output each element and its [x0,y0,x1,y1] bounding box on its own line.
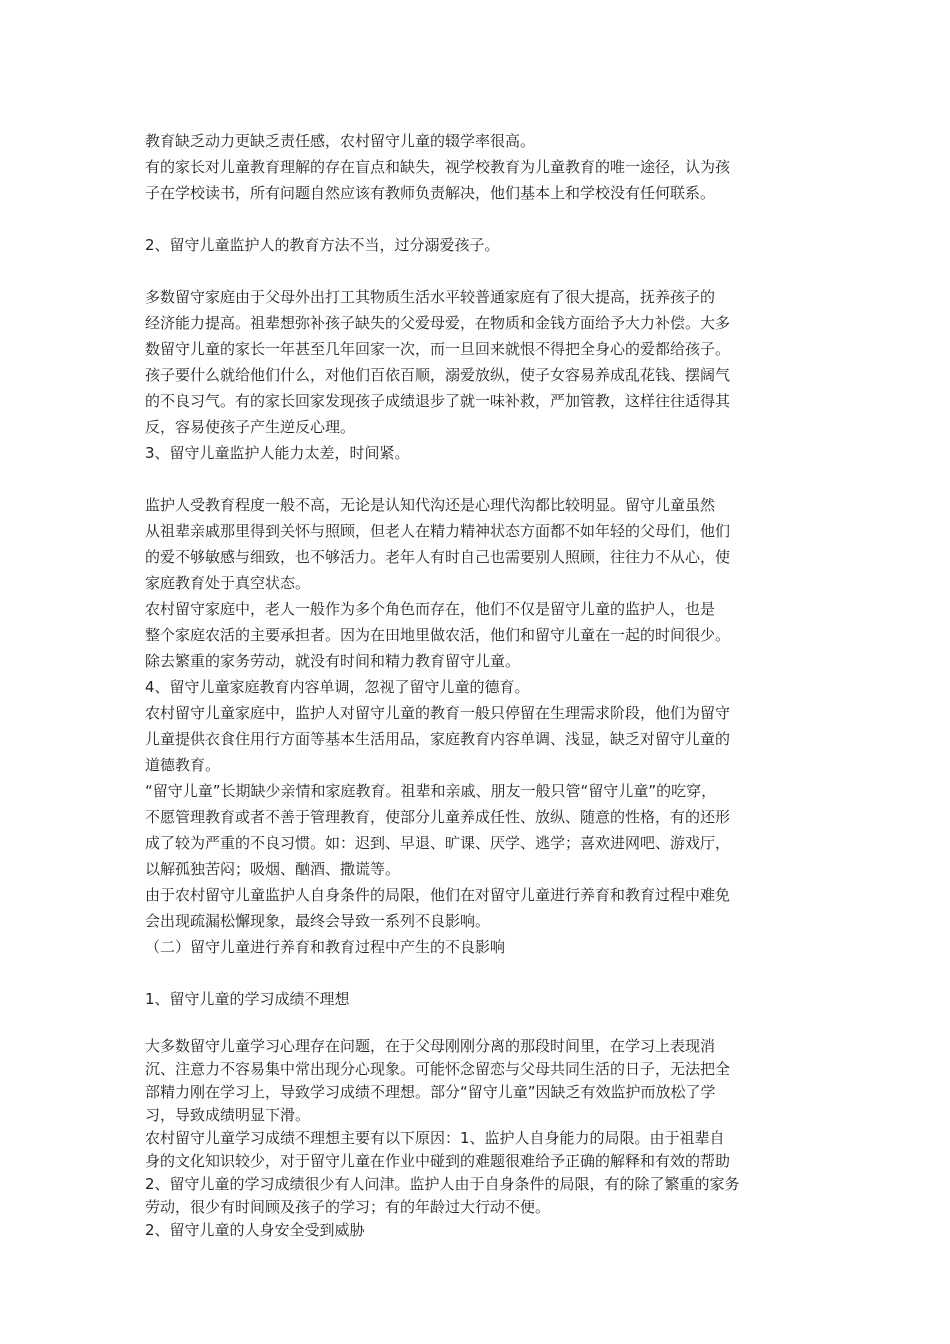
text-line: 儿童提供衣食住用行方面等基本生活用品，家庭教育内容单调、浅显，缺乏对留守儿童的 [145,730,731,748]
text-line: 道德教育。 [145,756,221,774]
text-line: 会出现疏漏松懈现象，最终会导致一系列不良影响。 [145,912,491,930]
paragraph-block [145,1012,825,1242]
section-heading: 3、留守儿童监护人能力太差，时间紧。 [145,444,410,462]
text-line: 身的文化知识较少，对于留守儿童在作业中碰到的难题很难给予正确的解释和有效的帮助 [145,1152,731,1170]
text-line: 部精力刚在学习上，导致学习成绩不理想。部分“留守儿童”因缺乏有效监护而放松了学 [145,1083,716,1101]
section-heading: 4、留守儿童家庭教育内容单调，忽视了留守儿童的德育。 [145,678,530,696]
blank-line [145,960,825,986]
text-line: 数留守儿童的家长一年甚至几年回家一次，而一旦回来就恨不得把全身心的爱都给孩子。 [145,340,731,358]
text-line: 的爱不够敏感与细致，也不够活力。老年人有时自己也需要别人照顾，往往力不从心，使 [145,548,731,566]
text-line: 多数留守家庭由于父母外出打工其物质生活水平较普通家庭有了很大提高，抚养孩子的 [145,288,716,306]
text-line: 农村留守儿童家庭中，监护人对留守儿童的教育一般只停留在生理需求阶段，他们为留守 [145,704,731,722]
blank-line [145,206,825,232]
text-line: 以解孤独苦闷；吸烟、酗酒、撒谎等。 [145,860,401,878]
text-line: 不愿管理教育或者不善于管理教育，使部分儿童养成任性、放纵、随意的性格，有的还形 [145,808,731,826]
blank-line [145,1012,825,1035]
text-line: 沉、注意力不容易集中常出现分心现象。可能怀念留恋与父母共同生活的日子，无法把全 [145,1060,731,1078]
text-line: 监护人受教育程度一般不高，无论是认知代沟还是心理代沟都比较明显。留守儿童虽然 [145,496,716,514]
text-line: 反，容易使孩子产生逆反心理。 [145,418,356,436]
text-line: 教育缺乏动力更缺乏责任感，农村留守儿童的辍学率很高。 [145,132,536,150]
section-heading: 2、留守儿童的人身安全受到威胁 [145,1221,365,1239]
text-line: 习，导致成绩明显下滑。 [145,1106,311,1124]
text-line: 有的家长对儿童教育理解的存在盲点和缺失，视学校教育为儿童教育的唯一途径，认为孩 [145,158,731,176]
blank-line [145,258,825,284]
text-line: 劳动，很少有时间顾及孩子的学习；有的年龄过大行动不便。 [145,1198,551,1216]
text-line: 子在学校读书，所有问题自然应该有教师负责解决，他们基本上和学校没有任何联系。 [145,184,716,202]
text-line: 农村留守家庭中，老人一般作为多个角色而存在，他们不仅是留守儿童的监护人，也是 [145,600,716,618]
text-line: 成了较为严重的不良习惯。如：迟到、早退、旷课、厌学、逃学；喜欢进网吧、游戏厅， [145,834,731,852]
text-line: 由于农村留守儿童监护人自身条件的局限，他们在对留守儿童进行养育和教育过程中难免 [145,886,731,904]
text-line: 除去繁重的家务劳动，就没有时间和精力教育留守儿童。 [145,652,521,670]
document-page [145,128,825,1242]
blank-line [145,466,825,492]
text-line: 经济能力提高。祖辈想弥补孩子缺失的父爱母爱，在物质和金钱方面给予大力补偿。大多 [145,314,731,332]
section-heading: 1、留守儿童的学习成绩不理想 [145,990,350,1008]
text-line: 大多数留守儿童学习心理存在问题，在于父母刚刚分离的那段时间里，在学习上表现消 [145,1037,716,1055]
text-line: 的不良习气。有的家长回家发现孩子成绩退步了就一味补救，严加管教，这样往往适得其 [145,392,731,410]
subsection-heading: （二）留守儿童进行养育和教育过程中产生的不良影响 [145,938,506,956]
text-line: 整个家庭农活的主要承担者。因为在田地里做农活，他们和留守儿童在一起的时间很少。 [145,626,731,644]
text-line: 2、留守儿童的学习成绩很少有人问津。监护人由于自身条件的局限，有的除了繁重的家务 [145,1175,740,1193]
text-line: 从祖辈亲戚那里得到关怀与照顾，但老人在精力精神状态方面都不如年轻的父母们，他们 [145,522,731,540]
text-line: “留守儿童”长期缺少亲情和家庭教育。祖辈和亲戚、朋友一般只管“留守儿童”的吃穿， [145,782,717,800]
text-line: 家庭教育处于真空状态。 [145,574,311,592]
text-line: 农村留守儿童学习成绩不理想主要有以下原因：1、监护人自身能力的局限。由于祖辈自 [145,1129,725,1147]
section-heading: 2、留守儿童监护人的教育方法不当，过分溺爱孩子。 [145,236,500,254]
text-line: 孩子要什么就给他们什么，对他们百依百顺，溺爱放纵，使子女容易养成乱花钱、摆阔气 [145,366,731,384]
